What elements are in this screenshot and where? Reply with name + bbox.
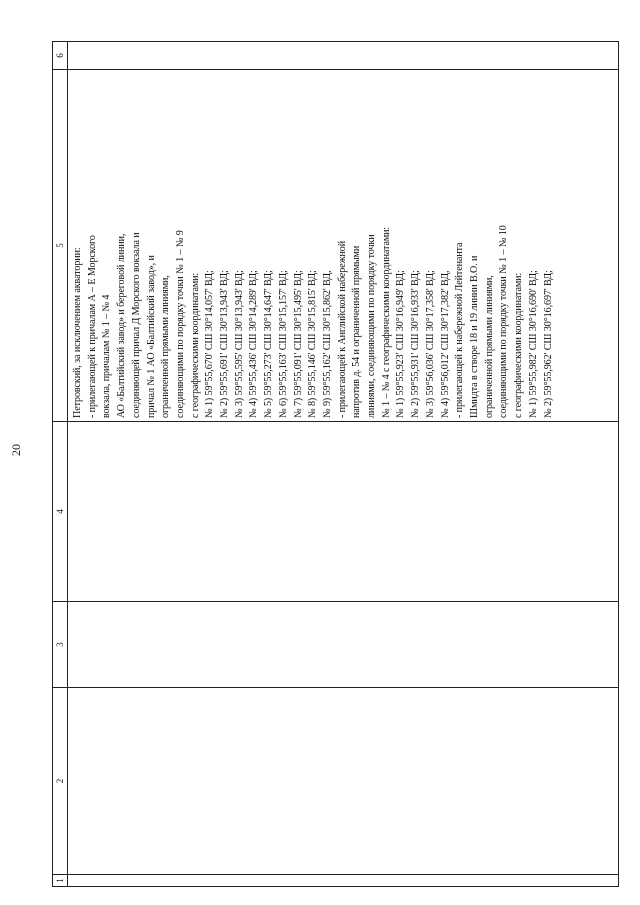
text-line: - прилегающей к набережной Лейтенанта — [454, 242, 466, 418]
document-table — [52, 41, 619, 887]
text-line: напротив д. 54 и ограниченной прямыми — [351, 245, 363, 418]
header-col-5: 5 — [53, 70, 68, 422]
cell-col-6 — [68, 42, 619, 70]
header-col-6: 6 — [53, 42, 68, 70]
page-number-wrap — [9, 435, 29, 465]
text-line: № 2) 59°55,691' СШ 30°13,943' ВД; — [219, 270, 231, 418]
text-line: вокзала, причалам № 1 – № 4 — [101, 294, 113, 418]
text-line: № 1) 59°55,670' СШ 30°14,057' ВД; — [204, 270, 216, 418]
text-line: АО «Балтийский завод» и береговой линии, — [116, 233, 128, 418]
text-line: № 8) 59°55,146' СШ 30°15,815' ВД; — [307, 270, 319, 418]
text-line: с географическими координатами: — [189, 272, 201, 418]
text-line: ограниченной прямыми линиями, — [483, 275, 495, 418]
cell-col-2 — [68, 688, 619, 875]
text-line: с географическими координатами: — [513, 272, 525, 418]
text-line: № 2) 59°55,931' СШ 30°16,933' ВД; — [410, 270, 422, 418]
area-description — [68, 70, 556, 421]
text-line: соединяющими по порядку точки № 1 – № 9 — [174, 230, 186, 418]
text-line: № 3) 59°55,595' СШ 30°13,943' ВД; — [233, 270, 245, 418]
header-row — [53, 42, 68, 887]
text-line: причал № 1 АО «Балтийский завод», и — [145, 255, 157, 418]
page-number: 20 — [9, 444, 23, 456]
cell-col-3 — [68, 602, 619, 688]
table-container — [52, 42, 619, 887]
text-line: № 7) 59°55,091' СШ 30°15,495' ВД; — [292, 270, 304, 418]
cell-col-5 — [68, 70, 619, 422]
header-col-1: 1 — [53, 875, 68, 887]
text-line: № 9) 59°55,162' СШ 30°15,862' ВД, — [321, 270, 333, 418]
header-col-3: 3 — [53, 602, 68, 688]
text-line: № 3) 59°56,036' СШ 30°17,358' ВД; — [424, 270, 436, 418]
text-line: № 5) 59°55,273' СШ 30°14,647' ВД; — [263, 270, 275, 418]
text-line: № 1) 59°55,982' СШ 30°16,690' ВД; — [527, 270, 539, 418]
text-line: Петровский, за исключением акватории: — [72, 247, 83, 418]
text-line: соединяющей причал Д Морского вокзала и — [130, 232, 142, 418]
text-line: ограниченной прямыми линиями, — [160, 275, 172, 418]
text-line: линиями, соединяющими по порядку точки — [366, 234, 378, 418]
body-row — [68, 42, 619, 887]
text-line: - прилегающей к причалам А – Е Морского — [86, 235, 98, 418]
header-col-2: 2 — [53, 688, 68, 875]
text-line: - прилегающей к Английской набережной — [336, 240, 348, 418]
text-line: № 1) 59°55,923' СШ 30°16,949' ВД; — [395, 270, 407, 418]
text-line: № 4) 59°55,436' СШ 30°14,289' ВД; — [248, 270, 260, 418]
text-line: № 2) 59°55,962' СШ 30°16,697' ВД; — [542, 270, 554, 418]
text-line: соединяющими по порядку точки № 1 – № 10 — [498, 225, 510, 418]
header-col-4: 4 — [53, 422, 68, 602]
text-line: № 4) 59°56,012' СШ 30°17,382' ВД, — [439, 270, 451, 418]
rotated-page — [52, 42, 619, 887]
text-line: Шмидта в створе 18 и 19 линии В.О. и — [468, 255, 480, 418]
cell-col-4 — [68, 422, 619, 602]
text-line: № 6) 59°55,163' СШ 30°15,157' ВД; — [277, 270, 289, 418]
cell-col-1 — [68, 875, 619, 887]
text-line: № 1 – № 4 с географическими координатами: — [380, 226, 392, 418]
